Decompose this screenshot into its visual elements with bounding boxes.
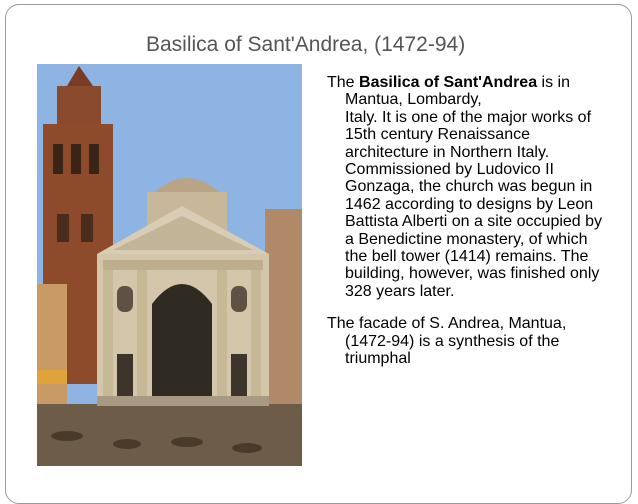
p1-bold: Basilica of Sant'Andrea <box>359 74 538 91</box>
body-text <box>327 74 612 383</box>
p1-continued: Italy. It is one of the major works of 15th century Renaissance architecture in Northern Italy. Commissioned by Ludovico II Gonzaga, the church was begun in 1462 according to designs by Leon Battista Alberti on a site occupied by a Benedictine monastery, of which the bell tower (1414) remains. The building, however, was finished only 328 years later. <box>345 108 603 300</box>
paragraph-2: The facade of S. Andrea, Mantua, (1472-94) is a synthesis of the triumphal <box>327 315 567 368</box>
left-building <box>37 284 67 404</box>
p1-lead: The <box>327 74 360 91</box>
slide-title: Basilica of Sant'Andrea, (1472-94) <box>146 33 466 56</box>
paragraph-1 <box>327 74 612 300</box>
basilica-illustration <box>37 64 302 466</box>
p1-rest: is in Mantua, Lombardy, <box>345 74 570 109</box>
basilica-photo <box>37 64 302 466</box>
